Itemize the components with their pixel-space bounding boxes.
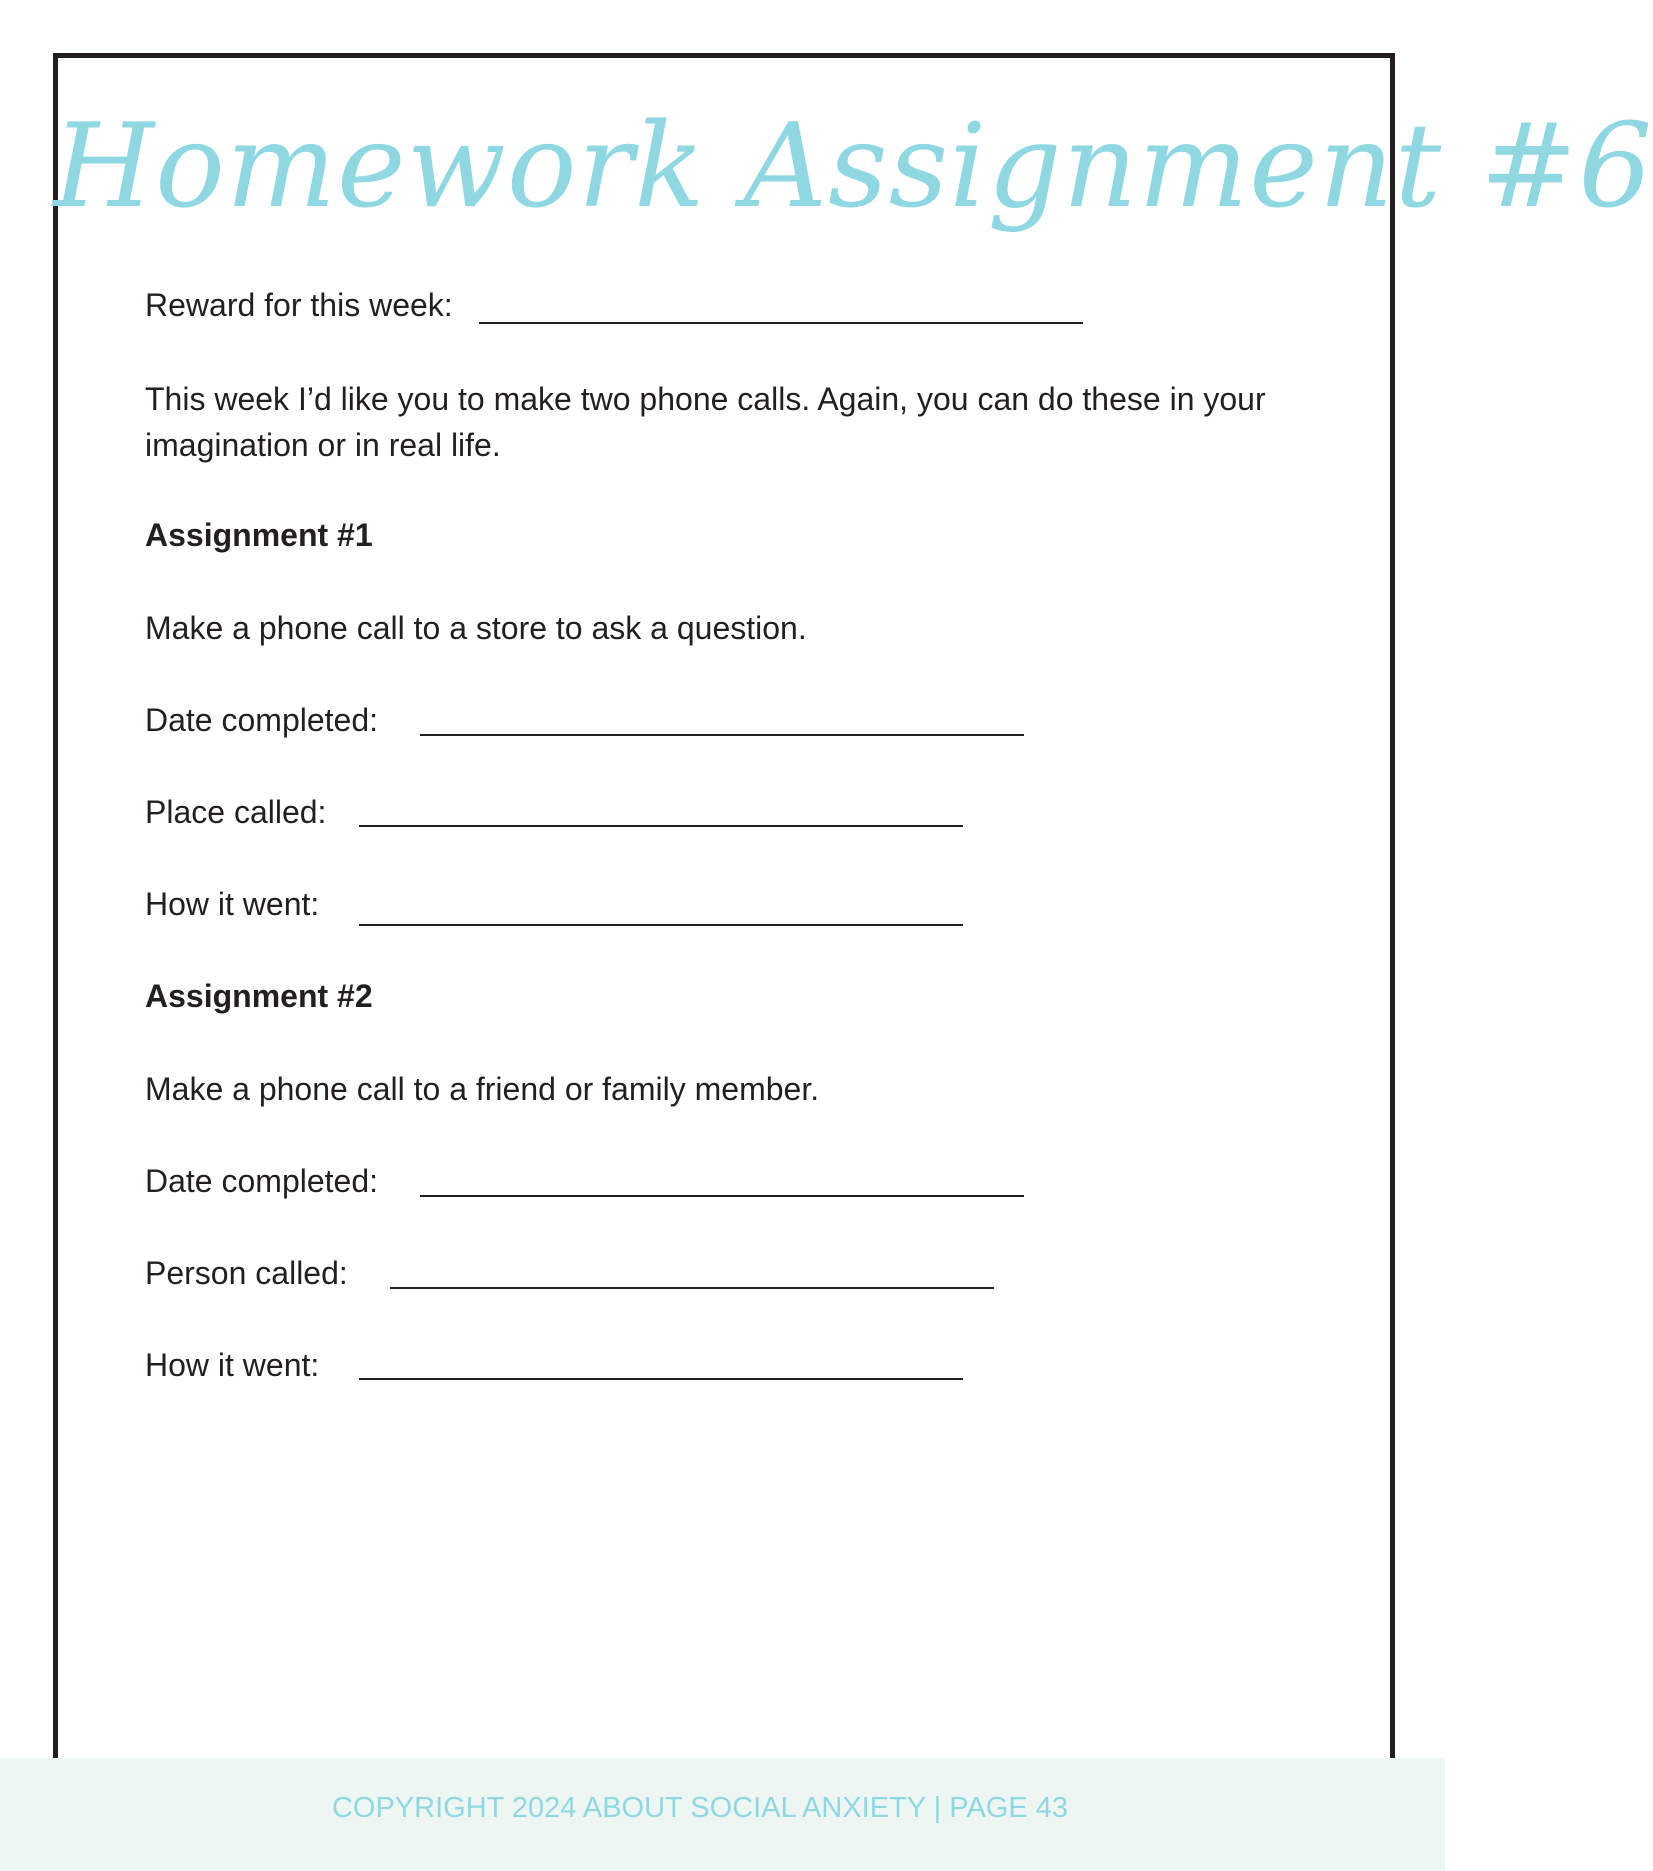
assignment-1-heading: Assignment #1 xyxy=(145,517,373,553)
reward-input-line[interactable] xyxy=(479,322,1083,324)
assignment-2-heading: Assignment #2 xyxy=(145,978,373,1014)
assignment-1-place-label: Place called: xyxy=(145,794,327,830)
reward-label: Reward for this week: xyxy=(145,287,453,323)
assignment-1-date-line[interactable] xyxy=(420,734,1024,736)
assignment-1-how-line[interactable] xyxy=(359,924,963,926)
page-title: Homework Assignment #6 xyxy=(53,99,1653,234)
footer-copyright: COPYRIGHT 2024 ABOUT SOCIAL ANXIETY | PAGE 43 xyxy=(331,1792,1069,1824)
assignment-1-place-line[interactable] xyxy=(359,825,963,827)
assignment-2-how-line[interactable] xyxy=(359,1378,963,1380)
assignment-2-how-label: How it went: xyxy=(145,1347,320,1383)
assignment-2-person-label: Person called: xyxy=(145,1255,348,1291)
assignment-1-how-label: How it went: xyxy=(145,886,320,922)
assignment-2-date-line[interactable] xyxy=(420,1195,1024,1197)
assignment-1-instruction: Make a phone call to a store to ask a question. xyxy=(145,610,807,646)
assignment-2-date-label: Date completed: xyxy=(145,1163,379,1199)
assignment-2-person-line[interactable] xyxy=(390,1287,994,1289)
intro-paragraph: This week I’d like you to make two phone calls. Again, you can do these in your imagination or in real life. xyxy=(145,381,1266,463)
assignment-2-instruction: Make a phone call to a friend or family member. xyxy=(145,1071,820,1107)
assignment-1-date-label: Date completed: xyxy=(145,702,379,738)
